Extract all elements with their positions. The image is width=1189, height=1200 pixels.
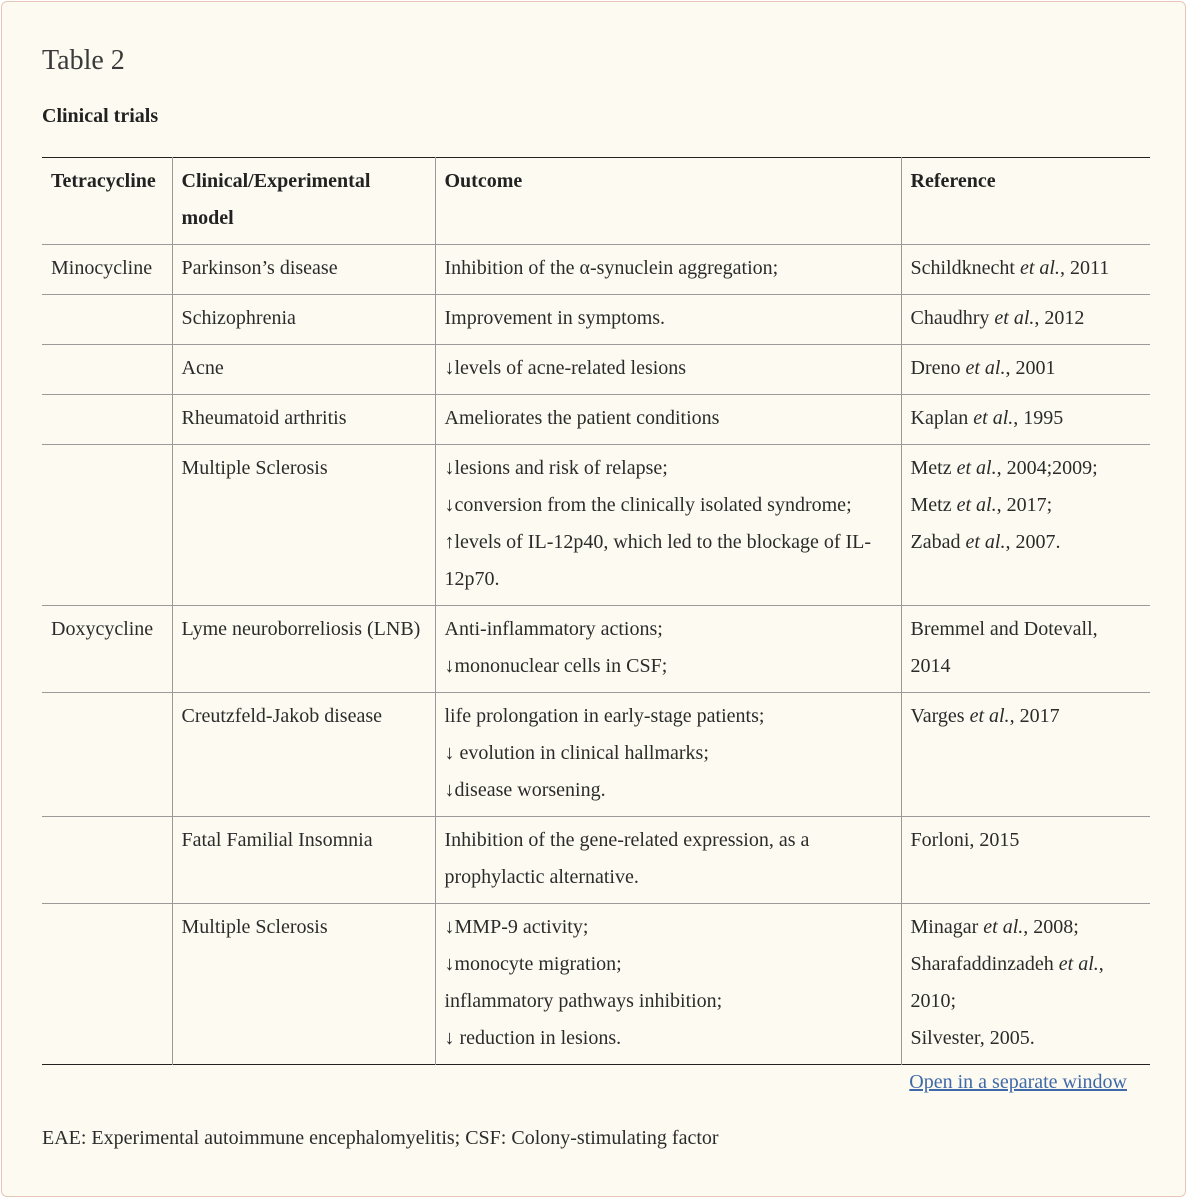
cell-tetracycline: Minocycline xyxy=(51,257,153,279)
header-reference: Reference xyxy=(901,158,1150,245)
header-tetracycline: Tetracycline xyxy=(51,170,156,192)
outcome-line: Ameliorates the patient conditions xyxy=(444,407,720,429)
outcome-line: ↓lesions and risk of relapse; xyxy=(444,457,668,479)
table-row xyxy=(42,904,1150,1065)
cell-reference xyxy=(901,693,1150,817)
cell-outcome xyxy=(435,904,901,1065)
reference-text: , 2012 xyxy=(1034,307,1085,329)
cell-outcome xyxy=(435,245,901,295)
reference-line xyxy=(911,300,1142,337)
header-row xyxy=(42,158,1150,245)
table-row xyxy=(42,395,1150,445)
reference-etal: et al. xyxy=(994,307,1035,329)
reference-text: , 1995 xyxy=(1013,407,1064,429)
table-row xyxy=(42,445,1150,606)
reference-text: Chaudhry xyxy=(910,307,995,329)
reference-text: Kaplan xyxy=(910,407,974,429)
reference-line xyxy=(911,250,1142,287)
table-footnote: EAE: Experimental autoimmune encephalomyelitis; CSF: Colony-stimulating factor xyxy=(42,1127,719,1149)
table-row xyxy=(42,606,1150,693)
cell-model: Acne xyxy=(172,345,435,395)
reference-text: , 2007. xyxy=(1005,531,1061,553)
reference-text: Silvester, 2005. xyxy=(910,1027,1035,1049)
outcome-line: ↓disease worsening. xyxy=(444,779,606,801)
reference-text: Bremmel and Dotevall, 2014 xyxy=(910,618,1098,677)
outcome-line: ↓conversion from the clinically isolated syndrome; xyxy=(444,494,852,516)
cell-reference xyxy=(901,245,1150,295)
table-row xyxy=(42,693,1150,817)
table-header xyxy=(42,158,1150,245)
reference-etal: et al. xyxy=(1058,953,1099,975)
reference-text: Metz xyxy=(910,457,957,479)
outcome-line: ↓MMP-9 activity; xyxy=(444,916,589,938)
cell-outcome xyxy=(435,693,901,817)
cell-reference xyxy=(901,817,1150,904)
cell-outcome xyxy=(435,606,901,693)
cell-reference xyxy=(901,395,1150,445)
outcome-line: ↑levels of IL-12p40, which led to the blockage of IL-12p70. xyxy=(444,531,872,590)
cell-model: Rheumatoid arthritis xyxy=(172,395,435,445)
outcome-line: ↓mononuclear cells in CSF; xyxy=(444,655,668,677)
reference-etal: et al. xyxy=(969,705,1010,727)
cell-outcome xyxy=(435,295,901,345)
reference-etal: et al. xyxy=(965,531,1006,553)
reference-text: Metz xyxy=(910,494,957,516)
cell-reference xyxy=(901,295,1150,345)
reference-text: Schildknecht xyxy=(910,257,1020,279)
outcome-line: ↓ evolution in clinical hallmarks; xyxy=(444,742,709,764)
outcome-line: ↓levels of acne-related lesions xyxy=(444,357,687,379)
reference-text: , 2008; xyxy=(1023,916,1079,938)
cell-reference xyxy=(901,345,1150,395)
outcome-line: inflammatory pathways inhibition; xyxy=(444,990,723,1012)
cell-model: Lyme neuroborreliosis (LNB) xyxy=(172,606,435,693)
reference-line xyxy=(911,350,1142,387)
cell-model: Creutzfeld-Jakob disease xyxy=(172,693,435,817)
cell-tetracycline xyxy=(42,445,172,606)
cell-model: Multiple Sclerosis xyxy=(172,445,435,606)
reference-text: Forloni, 2015 xyxy=(910,829,1020,851)
reference-text: , 2011 xyxy=(1059,257,1110,279)
reference-text: , 2017 xyxy=(1009,705,1060,727)
cell-model: Fatal Familial Insomnia xyxy=(172,817,435,904)
cell-tetracycline: Doxycycline xyxy=(51,618,154,640)
cell-reference xyxy=(901,904,1150,1065)
reference-text: Sharafaddinzadeh xyxy=(910,953,1059,975)
reference-text: Dreno xyxy=(910,357,966,379)
table-title: Table 2 xyxy=(42,45,125,76)
reference-line xyxy=(911,822,1142,859)
reference-etal: et al. xyxy=(956,457,997,479)
table-caption: Clinical trials xyxy=(42,105,159,127)
reference-text: , 2004;2009; xyxy=(996,457,1098,479)
reference-line xyxy=(911,400,1142,437)
reference-text: Zabad xyxy=(910,531,966,553)
header-outcome: Outcome xyxy=(435,158,901,245)
reference-etal: et al. xyxy=(965,357,1006,379)
cell-outcome xyxy=(435,345,901,395)
table-row xyxy=(42,817,1150,904)
cell-outcome xyxy=(435,395,901,445)
outcome-line: Improvement in symptoms. xyxy=(444,307,666,329)
cell-model: Multiple Sclerosis xyxy=(172,904,435,1065)
cell-tetracycline xyxy=(42,693,172,817)
reference-line xyxy=(911,487,1142,524)
open-separate-window-link[interactable]: Open in a separate window xyxy=(909,1071,1127,1093)
reference-line xyxy=(911,909,1142,946)
cell-tetracycline xyxy=(42,345,172,395)
reference-text: , 2017; xyxy=(996,494,1053,516)
table-panel xyxy=(1,1,1186,1197)
reference-line xyxy=(911,946,1142,1020)
cell-tetracycline xyxy=(42,904,172,1065)
cell-outcome xyxy=(435,817,901,904)
table-row xyxy=(42,345,1150,395)
outcome-line: life prolongation in early-stage patients; xyxy=(444,705,765,727)
table-row xyxy=(42,295,1150,345)
cell-tetracycline xyxy=(42,395,172,445)
reference-text: Varges xyxy=(910,705,970,727)
cell-reference xyxy=(901,445,1150,606)
cell-tetracycline xyxy=(42,817,172,904)
reference-text: Minagar xyxy=(910,916,984,938)
reference-line xyxy=(911,611,1142,685)
reference-etal: et al. xyxy=(983,916,1024,938)
reference-line xyxy=(911,698,1142,735)
reference-line xyxy=(911,1020,1142,1057)
outcome-line: ↓ reduction in lesions. xyxy=(444,1027,622,1049)
cell-reference xyxy=(901,606,1150,693)
reference-line xyxy=(911,450,1142,487)
table-row xyxy=(42,245,1150,295)
reference-etal: et al. xyxy=(973,407,1014,429)
reference-text: , 2001 xyxy=(1005,357,1056,379)
reference-etal: et al. xyxy=(1019,257,1060,279)
cell-model: Schizophrenia xyxy=(172,295,435,345)
outcome-line: ↓monocyte migration; xyxy=(444,953,622,975)
cell-model: Parkinson’s disease xyxy=(172,245,435,295)
cell-outcome xyxy=(435,445,901,606)
outcome-line: Anti-inflammatory actions; xyxy=(444,618,663,640)
reference-text: , 2010; xyxy=(910,953,1104,1012)
table-body xyxy=(42,245,1150,1065)
cell-tetracycline xyxy=(42,295,172,345)
outcome-line: Inhibition of the α-synuclein aggregation; xyxy=(444,257,779,279)
outcome-line: Inhibition of the gene-related expression, as a prophylactic alternative. xyxy=(444,829,810,888)
reference-line xyxy=(911,524,1142,561)
header-model: Clinical/Experimental model xyxy=(172,158,435,245)
reference-etal: et al. xyxy=(956,494,997,516)
clinical-trials-table xyxy=(42,157,1150,1065)
